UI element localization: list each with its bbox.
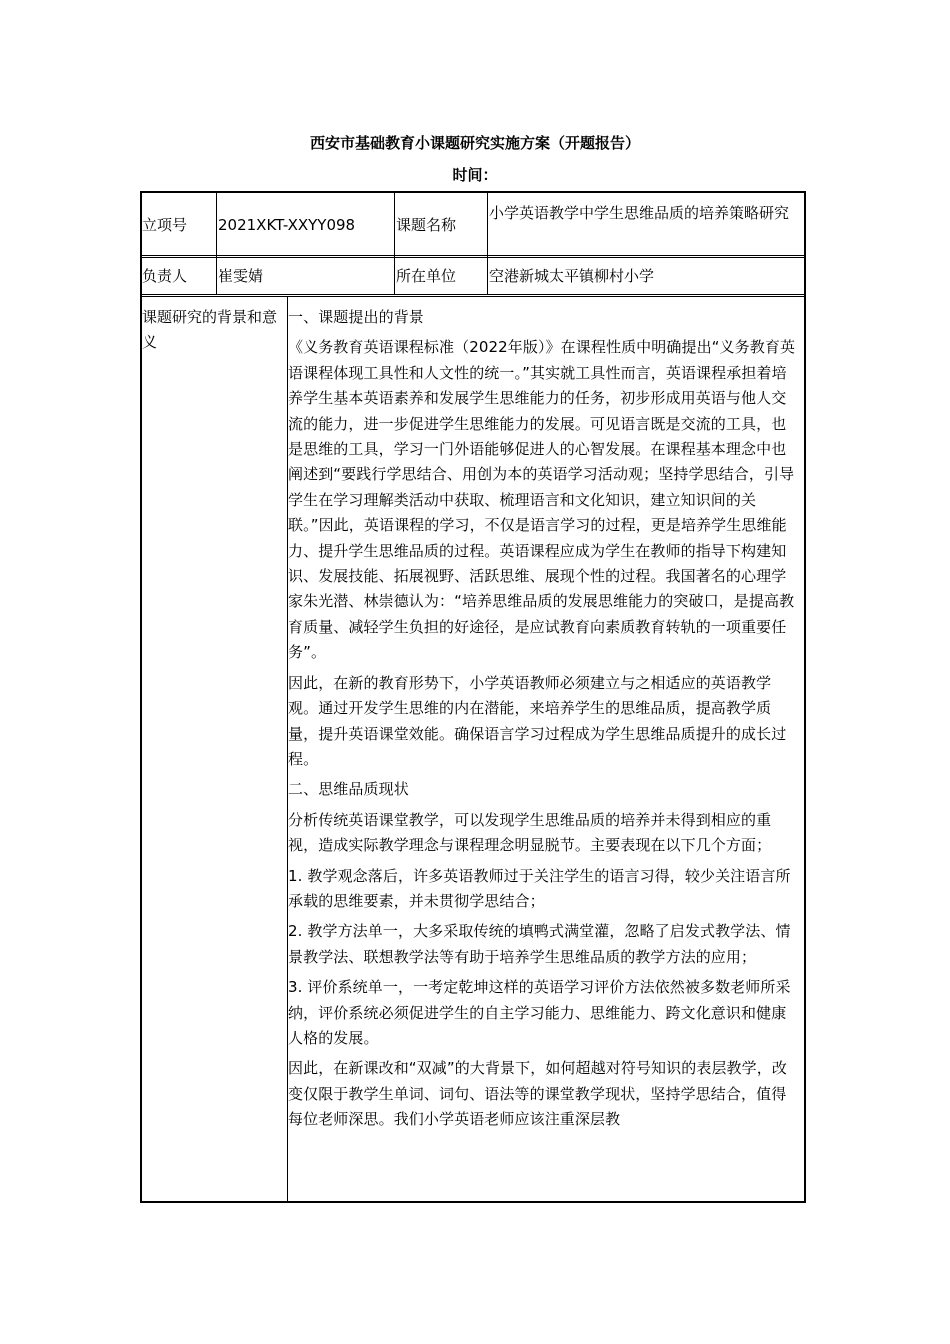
list-item: 1. 教学观念落后，许多英语教师过于关注学生的语言习得，较少关注语言所承载的思维要素，并未贯彻学思结合； bbox=[288, 866, 791, 910]
project-no-value: 2021XKT-XXYY098 bbox=[218, 216, 356, 234]
paragraph-heading-2: 二、思维品质现状 bbox=[288, 780, 409, 799]
row-divider-2 bbox=[142, 294, 804, 295]
paragraph: 因此，在新的教育形势下，小学英语教师必须建立与之相适应的英语教学观。通过开发学生思维的内在潜能，来培养学生的思维品质，提高教学质量，提升英语课堂效能。确保语言学习过程成为学生思维品质提升的成长过程。 bbox=[288, 673, 787, 768]
paragraph: 《义务教育英语课程标准（2022年版）》在课程性质中明确提出“义务教育英语课程体现工具性和人文性的统一。”其实就工具性而言，英语课程承担着培养学生基本英语素养和发展学生思维能力的任务，初步形成用英语与他人交流的能力，进一步促进学生思维能力的发展。可见语言既是交流的工具，也是思维的工具，学习一门外语能够促进人的心智发展。在课程基本理念中也阐述到“要践行学思结合、用创为本的英语学习活动观；坚持学思结合，引导学生在学习理解类活动中获取、梳理语言和文化知识，建立知识间的关联。”因此，英语课程的学习，不仅是语言学习的过程，更是培养学生思维能力、提升学生思维品质的过程。英语课程应成为学生在教师的指导下构建知识、发展技能、拓展视野、活跃思维、展现个性的过程。我国著名的心理学家朱光潜、林崇德认为：“培养思维品质的发展思维能力的突破口，是提高教育质量、减轻学生负担的好途径，是应试教育向素质教育转轨的一项重要任务”。 bbox=[288, 338, 796, 662]
list-item: 3. 评价系统单一，一考定乾坤这样的英语学习评价方法依然被多数老师所采纳，评价系统必须促进学生的自主学习能力、思维能力、跨文化意识和健康人格的发展。 bbox=[288, 978, 791, 1047]
col-divider-1 bbox=[216, 193, 217, 294]
time-label: 时间： bbox=[452, 166, 498, 184]
label-project-no: 立项号 bbox=[142, 216, 188, 234]
topic-value: 小学英语教学中学生思维品质的培养策略研究 bbox=[489, 204, 790, 222]
paragraph: 分析传统英语课堂教学，可以发现学生思维品质的培养并未得到相应的重视，造成实际教学理念与课程理念明显脱节。主要表现在以下几个方面； bbox=[288, 810, 772, 855]
label-unit: 所在单位 bbox=[396, 267, 457, 285]
paragraph-heading-1: 一、课题提出的背景 bbox=[288, 308, 424, 326]
unit-value: 空港新城太平镇柳村小学 bbox=[489, 267, 655, 285]
label-background: 课题研究的背景和意义 bbox=[142, 308, 278, 351]
label-topic: 课题名称 bbox=[396, 216, 457, 234]
list-item: 2. 教学方法单一，大多采取传统的填鸭式满堂灌，忽略了启发式教学法、情景教学法、联想教学法等有助于培养学生思维品质的教学方法的应用； bbox=[288, 922, 791, 966]
background-text bbox=[288, 305, 801, 1201]
leader-value: 崔雯婧 bbox=[218, 267, 264, 285]
paragraph: 因此，在新课改和“双减”的大背景下，如何超越对符号知识的表层教学，改变仅限于教学生单词、词句、语法等的课堂教学现状，坚持学思结合，值得每位老师深思。我们小学英语老师应该注重深层教 bbox=[288, 1059, 787, 1129]
row-divider-1 bbox=[142, 255, 804, 256]
col-divider-2 bbox=[394, 193, 395, 294]
label-leader: 负责人 bbox=[142, 267, 188, 285]
col-divider-3 bbox=[487, 193, 488, 294]
document-title: 西安市基础教育小课题研究实施方案（开题报告） bbox=[309, 134, 640, 152]
